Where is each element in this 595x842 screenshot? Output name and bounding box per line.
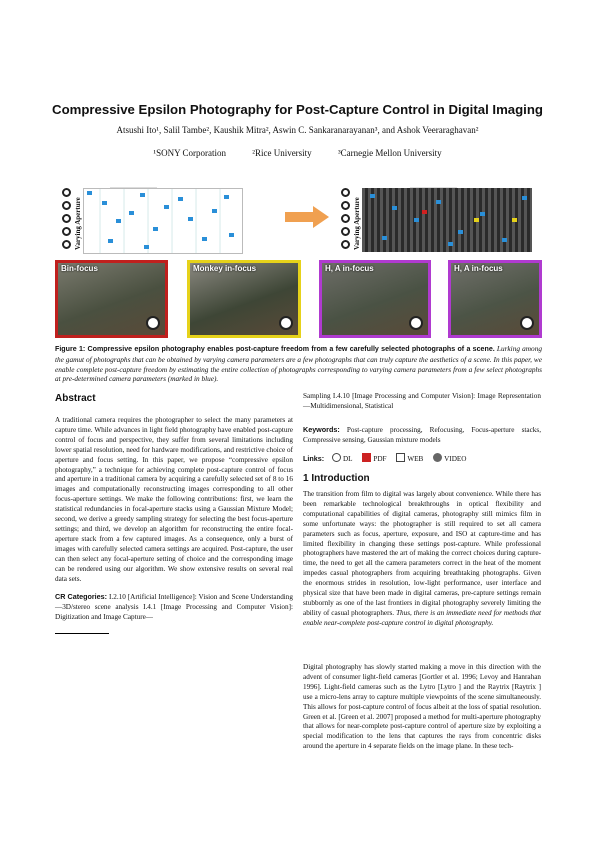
intro-p1-italic: Thus, there is an immediate need for methods that enable near-complete post-capture control in digital photography.	[303, 608, 542, 627]
keywords-text: Post-capture processing, Refocusing, Focus-aperture stacks, Compressive sensing, Gaussian mixture models	[303, 426, 541, 444]
sparse-sample-markers	[84, 189, 242, 253]
link-dl[interactable]: DL	[332, 453, 353, 465]
affiliations	[20, 148, 575, 158]
affiliation-sony: ¹SONY Corporation	[153, 148, 226, 158]
photo-title: H, A in-focus	[454, 264, 503, 273]
link-web[interactable]: WEB	[396, 453, 423, 465]
aperture-icons-left	[62, 188, 72, 254]
caption-body: Lurking among the gamut of photographs that can be obtained by varying camera parameters are a few photographs that can truly capture the aesthetics of a scene. In this paper, we enable complete post-capture freedom by estimating the entire collection of photographs corresponding to varying camera parameters from a few select photographs at pre-determined camera parameters (marked in blue).	[55, 344, 542, 384]
abstract-text: A traditional camera requires the photographer to select the many parameters at capture time. While advances in light field photography have enabled post-capture control of focus and perspective, they suffer from several limitations including lower spatial resolution, need for hardware modifications, and restrictive choice of aperture and focus setting. In this paper, we propose “compressive epsilon photography,” a technique for achieving complete post-capture control of focus and aperture in a traditional camera by acquiring a carefully selected set of 8 to 16 images and computationally reconstructing images corresponding to all other focus-aperture settings. We make the following contributions: first, we learn the statistical redundancies in focal-aperture stacks using a Gaussian Mixture Model; second, we derive a greedy sampling strategy for selecting the best focus-aperture settings; and third, we develop an algorithm for reconstructing the entire focal-aperture stack from a few captured images. As a consequence, only a burst of images with carefully selected camera settings are acquired. Post-capture, the user can then select any focal-aperture setting of choice and the corresponding image can be rendered using our algorithm. We show extensive results on several real data sets.	[55, 416, 293, 583]
figure-caption	[55, 344, 542, 384]
photo-bin-focus	[55, 260, 168, 338]
varying-aperture-label-right: Varying Aperture	[353, 197, 361, 250]
aperture-icon	[409, 316, 423, 330]
photo-ha-in-focus-1	[319, 260, 431, 338]
dense-sample-markers	[362, 188, 532, 252]
cr-text-col1: I.2.10 [Artificial Intelligence]: Vision and Scene Understanding—3D/stereo scene analysis I.4.1 [Image Processing and Computer Vision]: Digitization and Image Capture—	[55, 593, 293, 621]
paper-title: Compressive Epsilon Photography for Post-Capture Control in Digital Imaging	[52, 102, 543, 117]
keywords-label: Keywords:	[303, 425, 340, 434]
links-row	[303, 453, 541, 465]
aperture-icon	[520, 316, 534, 330]
caption-lead: Figure 1: Compressive epsilon photography enables post-capture freedom from a few carefully selected photographs of a scene.	[55, 345, 495, 353]
video-icon	[433, 453, 442, 462]
introduction-heading: 1 Introduction	[303, 473, 370, 484]
photo-title: H, A in-focus	[325, 264, 374, 273]
intro-paragraph-2: Digital photography has slowly started making a move in this direction with the advent of consumer light-field cameras [Gortler et al. 1996; Levoy and Hanrahan 1996]. Light-field cameras such as the Lytro [Lytro ] and the Raytrix [Raytrix ] use a micro-lens array to capture multiple viewpoints of the scene simultaneously. This allows for post-capture control of focus albeit at the loss of spatial resolution. Green et al. [Green et al. 2007] proposed a method for multi-aperture photography that allows for near-complete post-capture control of aperture size by exploiting a special modification to the lens that captures the rays from concentric disks around the aperture in 4 separate fields on the image plane. In these tech-	[303, 663, 541, 751]
photo-title: Monkey in-focus	[193, 264, 257, 273]
photo-monkey-in-focus	[187, 260, 301, 338]
cr-categories-continued: Sampling I.4.10 [Image Processing and Computer Vision]: Image Representation—Multidimensional, Statistical	[303, 392, 541, 410]
intro-p1-text: The transition from film to digital was largely about convenience. While there has been remarkable technological breakthroughs in optical flexibility and computational capabilities of digital cameras, photography still mimics film in some unfortunate ways: the photographer is still required to set all camera parameters such as focus, aperture, exposure, and ISO at capture-time and has limited flexibility in changing these settings post-capture. While professional photographers have mastered the art of making the correct choices during capture-time, the need to get all the camera parameters correct in the heat of the moment impedes casual photographers from acquiring breathtaking photographs. Given the enormous strides in resolution, low-light performance, user interface and physical size that have been made in digital cameras, pre-capture settings remain stubbornly as one of the last frontiers in digital photography severely limiting the ability of casual photographers.	[303, 490, 541, 617]
dl-icon	[332, 453, 341, 462]
arrow-icon	[285, 206, 329, 228]
figure-1	[55, 178, 542, 340]
aperture-icons-right	[341, 188, 351, 254]
pdf-icon	[362, 453, 371, 462]
sampling-grid-left	[83, 188, 243, 254]
photo-ha-in-focus-2	[448, 260, 542, 338]
keywords	[303, 425, 541, 446]
affiliation-cmu: ³Carnegie Mellon University	[337, 148, 442, 158]
abstract-heading: Abstract	[55, 393, 96, 404]
link-video[interactable]: VIDEO	[433, 453, 466, 465]
aperture-icon	[146, 316, 160, 330]
aperture-icon	[279, 316, 293, 330]
photo-title: Bin-focus	[61, 264, 98, 273]
cr-categories	[55, 592, 293, 623]
varying-aperture-label-left: Varying Aperture	[74, 197, 82, 250]
footnote-rule	[55, 633, 109, 634]
affiliation-rice: ²Rice University	[252, 148, 312, 158]
cr-label: CR Categories:	[55, 592, 108, 601]
sampling-grid-right	[362, 188, 532, 252]
author-list: Atsushi Ito¹, Salil Tambe², Kaushik Mitra², Aswin C. Sankaranarayanan³, and Ashok Veeraraghavan²	[116, 125, 479, 135]
web-icon	[396, 453, 405, 462]
link-pdf[interactable]: PDF	[362, 453, 386, 465]
intro-paragraph-1	[303, 490, 541, 629]
links-label: Links:	[303, 454, 325, 463]
